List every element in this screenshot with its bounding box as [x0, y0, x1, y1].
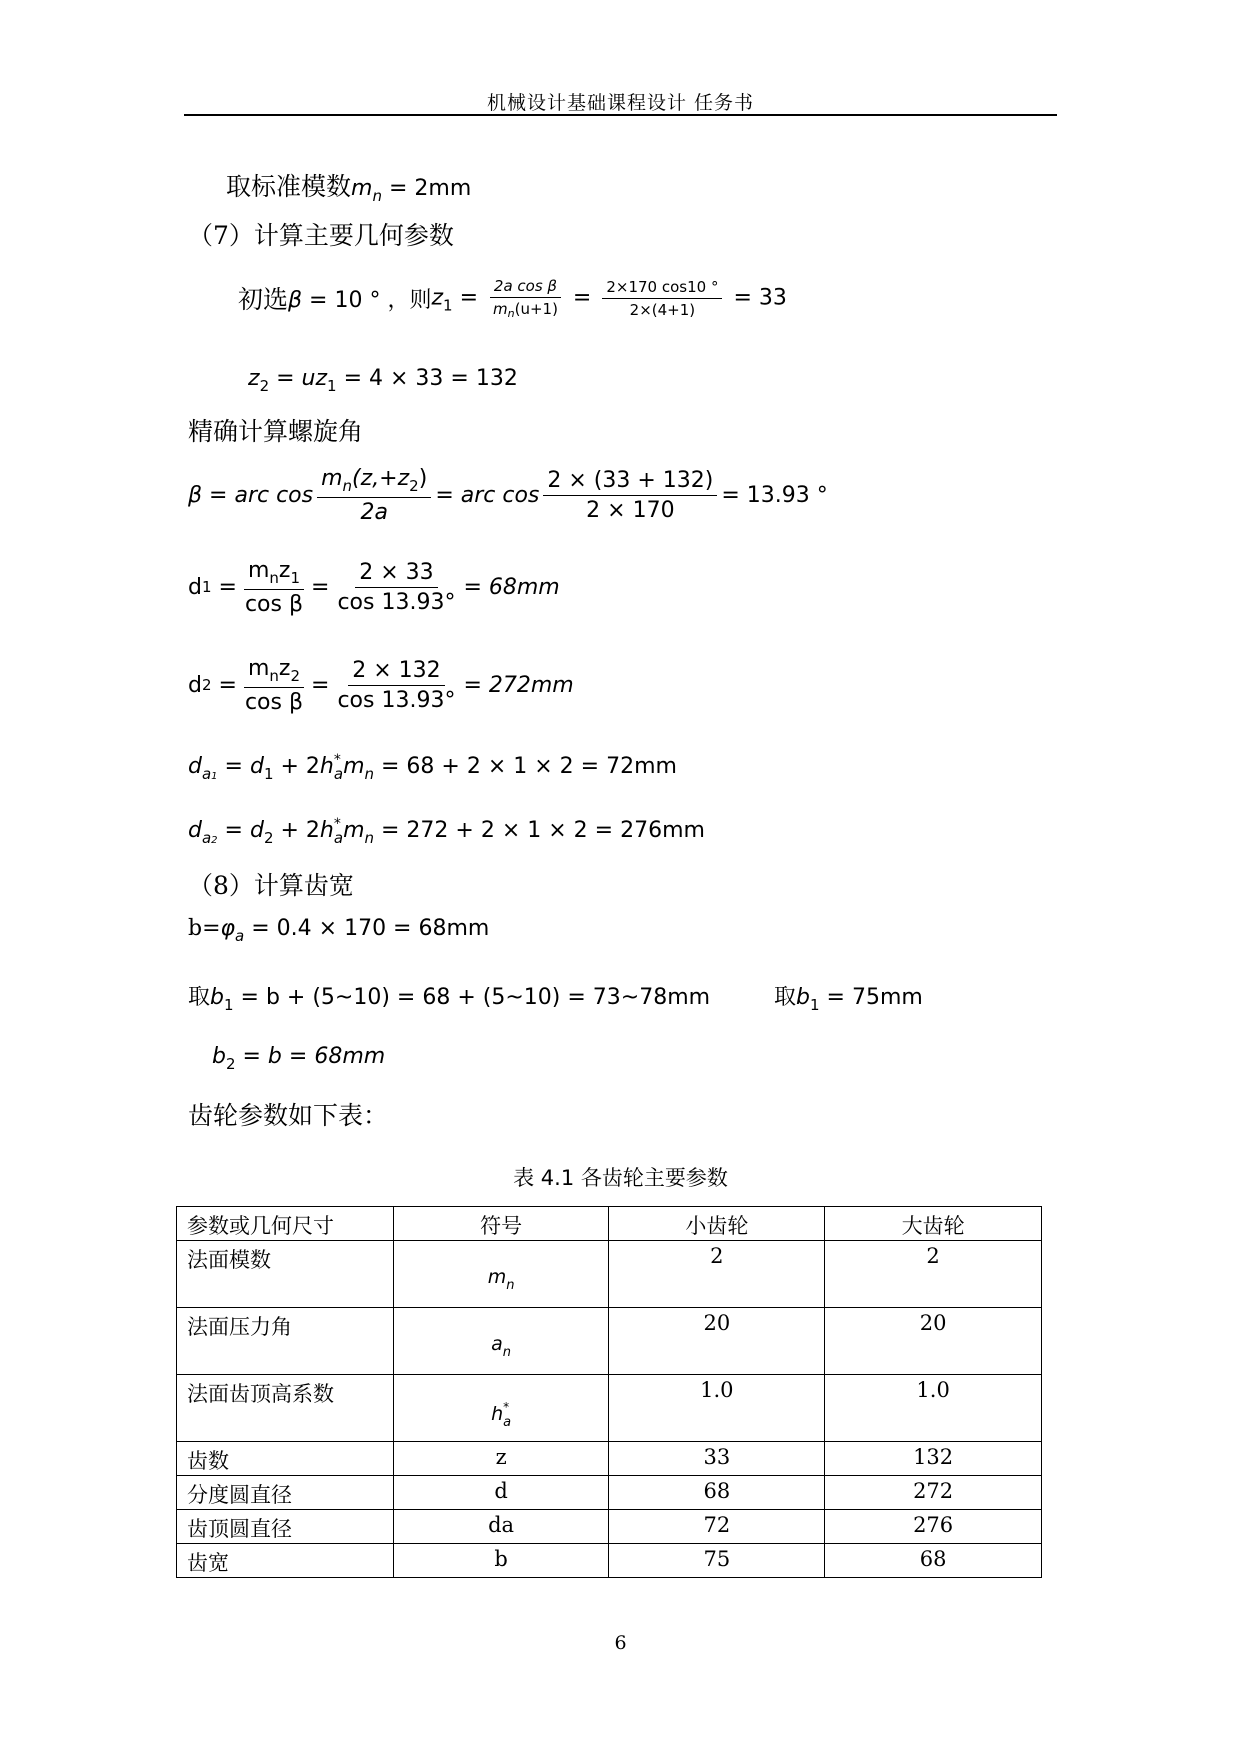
std-module-formula: $m_n = 2mm$	[351, 176, 472, 205]
beta-num2: 2 × (33 + 132)	[543, 468, 717, 496]
table-row	[177, 1476, 1042, 1510]
beta-fraction-2	[543, 468, 717, 523]
header-cell: 参数或几何尺寸	[177, 1207, 394, 1241]
initial-beta-line	[238, 278, 787, 318]
d2-den2: cos 13.93°	[337, 687, 456, 713]
gear-params-table	[176, 1206, 1042, 1578]
param-symbol-cell: da	[393, 1510, 609, 1544]
beta-mid: = arc cos	[435, 482, 540, 508]
param-large-cell: 68	[825, 1544, 1042, 1578]
table-intro: 齿轮参数如下表：	[188, 1101, 389, 1130]
param-symbol-sub: n	[502, 1345, 512, 1360]
step7-heading: （7）计算主要几何参数	[188, 221, 454, 250]
z1-fraction-2	[602, 278, 722, 319]
table-row	[177, 1510, 1042, 1544]
param-large-cell: 272	[825, 1476, 1042, 1510]
b-expr: = 0.4 × 170 = 68mm	[244, 916, 490, 941]
beta-formula	[188, 462, 828, 528]
param-symbol-cell	[393, 1375, 609, 1442]
header-cell: 大齿轮	[825, 1207, 1042, 1241]
param-small-cell: 68	[609, 1476, 825, 1510]
beta-fraction-1: $\frac{m_n(z,+z_2)}{2a}$	[317, 466, 431, 525]
take2-label: 取	[774, 985, 797, 1010]
param-name-cell: 齿顶圆直径	[177, 1510, 394, 1544]
beta-num1c: ,+z	[372, 465, 410, 491]
beta-den2: 2 × 170	[586, 497, 675, 523]
std-module-value: = 2mm	[381, 176, 472, 201]
param-name-cell: 齿宽	[177, 1544, 394, 1578]
step8-heading: （8）计算齿宽	[188, 871, 354, 900]
table-row	[177, 1375, 1042, 1442]
da2-formula: $d_{a2} = d_2 + 2h^*_am_n = 272 + 2 \times 1 \times 2 = 276mm$	[188, 816, 705, 847]
d2-fraction-2	[333, 658, 459, 713]
param-small-cell: 33	[609, 1442, 825, 1476]
header-cell: 小齿轮	[609, 1207, 825, 1241]
beta-den1: 2a	[360, 499, 388, 525]
z2-result: = 4 × 33 = 132	[336, 366, 518, 391]
param-name-cell: 齿数	[177, 1442, 394, 1476]
z1-fraction-1: $\frac{\text{2a cos β}}{m_n(u+1)}$	[489, 277, 562, 320]
d1-fraction-1: $\frac{m_nz_1}{\text{cos β}}$	[241, 558, 307, 617]
initial-beta-prefix: 初选	[238, 285, 289, 314]
b2-formula: $b_2 = b = 68mm$	[212, 1044, 386, 1073]
page-number: 6	[614, 1632, 627, 1654]
std-module-prefix: 取标准模数	[226, 172, 352, 201]
d1-formula: d 1 = $\frac{m_nz_1}{\text{cos β}}$ = $\frac{2 \times 33}{\cos 13.93^\circ}$ = 68mm	[188, 557, 560, 617]
param-name-cell: 法面模数	[177, 1241, 394, 1308]
beta-lhs: β = arc cos	[188, 482, 314, 508]
initial-beta-symbol: β = 10 ° ，则	[288, 287, 432, 313]
z1-den1b: (u+1)	[514, 299, 558, 318]
param-large-cell: 20	[825, 1308, 1042, 1375]
param-symbol-cell: d	[393, 1476, 609, 1510]
param-name-cell: 法面齿顶高系数	[177, 1375, 394, 1442]
d1-lhs: d	[188, 574, 202, 600]
param-symbol-cell	[393, 1241, 609, 1308]
b1-formula: 取$b_1 = b$ + (5~10) = 68 + (5~10) = 73~78mm	[188, 985, 711, 1014]
param-small-cell: 75	[609, 1544, 825, 1578]
param-large-cell: 276	[825, 1510, 1042, 1544]
param-symbol-base: m	[487, 1266, 507, 1288]
param-large-cell: 132	[825, 1442, 1042, 1476]
param-small-cell: 1.0	[609, 1375, 825, 1442]
beta-result: = 13.93 °	[721, 482, 828, 508]
param-name-cell: 分度圆直径	[177, 1476, 394, 1510]
param-symbol-cell: b	[393, 1544, 609, 1578]
param-symbol	[404, 1378, 599, 1430]
param-symbol-cell: z	[393, 1442, 609, 1476]
z2-formula: $z_2 = uz_1 = 4 \times 33 = 132$	[248, 366, 518, 395]
b1-expr: = b + (5~10) = 68 + (5~10) = 73~78mm	[233, 985, 711, 1010]
table-header-row	[177, 1207, 1042, 1241]
param-small-cell: 72	[609, 1510, 825, 1544]
z1-den1: m	[493, 299, 508, 318]
beta-num1b: (z	[352, 465, 373, 491]
table-caption: 表 4.1 各齿轮主要参数	[513, 1166, 728, 1190]
header-cell: 符号	[393, 1207, 609, 1241]
initial-beta-value: = 10 ° ，则	[302, 287, 432, 313]
param-symbol-sub: n	[506, 1278, 515, 1293]
d1-cosb: cos β	[244, 591, 304, 617]
d2-cosb: cos β	[244, 689, 304, 715]
param-symbol-sub: a	[503, 1415, 512, 1430]
z2-expr: = uz	[269, 366, 328, 391]
param-name-cell: 法面压力角	[177, 1308, 394, 1375]
std-module-line	[226, 167, 471, 205]
da1-rest: = 68 + 2 × 1 × 2 = 72mm	[374, 754, 677, 779]
z1-den2: 2×(4+1)	[629, 300, 696, 319]
z1-num2: 2×170 cos10 °	[602, 278, 722, 299]
take1-label: 取	[188, 985, 211, 1010]
table-row	[177, 1308, 1042, 1375]
b2-expr: = b = 68mm	[235, 1044, 386, 1069]
param-symbol-base: h	[491, 1403, 504, 1425]
param-small-cell: 2	[609, 1241, 825, 1308]
d1-result: = 68mm	[463, 574, 560, 600]
b-prefix: b=	[188, 916, 221, 941]
z1-result: = 33	[733, 285, 787, 310]
gear-params-body	[177, 1207, 1042, 1578]
table-row	[177, 1241, 1042, 1308]
d2-num2: 2 × 132	[348, 658, 444, 686]
param-large-cell: 1.0	[825, 1375, 1042, 1442]
param-symbol-sup: *	[503, 1400, 510, 1414]
table-row	[177, 1442, 1042, 1476]
d1-num2: 2 × 33	[355, 560, 437, 588]
param-symbol	[404, 1244, 599, 1293]
beta-num1d: )	[418, 465, 428, 491]
param-symbol-base: a	[491, 1333, 503, 1355]
da1-formula: $d_{a1} = d_1 + 2h^*_am_n = 68 + 2 \times 1 \times 2 = 72mm$	[188, 752, 677, 783]
precise-beta-heading: 精确计算螺旋角	[188, 417, 364, 446]
d2-formula: d 2 = $\frac{m_nz_2}{\text{cos β}}$ = $\frac{2 \times 132}{\cos 13.93^\circ}$ = 272mm	[188, 655, 574, 715]
z1-num1: 2a cos β	[490, 277, 561, 298]
header-rule	[184, 114, 1057, 116]
param-small-cell: 20	[609, 1308, 825, 1375]
d2-result: = 272mm	[463, 672, 574, 698]
d1-fraction-2	[333, 560, 459, 615]
param-large-cell: 2	[825, 1241, 1042, 1308]
param-symbol	[404, 1311, 599, 1360]
d2-fraction-1: $\frac{m_nz_2}{\text{cos β}}$	[241, 656, 307, 715]
table-row	[177, 1544, 1042, 1578]
b1-take-value: = 75mm	[819, 985, 923, 1010]
b1-take: 取$b_1 = 75mm$	[774, 985, 923, 1014]
da2-rest: = 272 + 2 × 1 × 2 = 276mm	[374, 818, 705, 843]
page-header: 机械设计基础课程设计 任务书	[486, 92, 755, 114]
z1-formula: $z_1$ = $\frac{\text{2a cos β}}{m_n(u+1)}$ = $\frac{2\times 170 \cos 10 ^\circ}{2\times(4+1)}$ = 33	[431, 276, 787, 320]
b-formula: $b=\varphi_a = 0.4 \times 170 = 68mm$	[188, 916, 490, 945]
param-symbol-cell	[393, 1308, 609, 1375]
d1-den2: cos 13.93°	[337, 589, 456, 615]
